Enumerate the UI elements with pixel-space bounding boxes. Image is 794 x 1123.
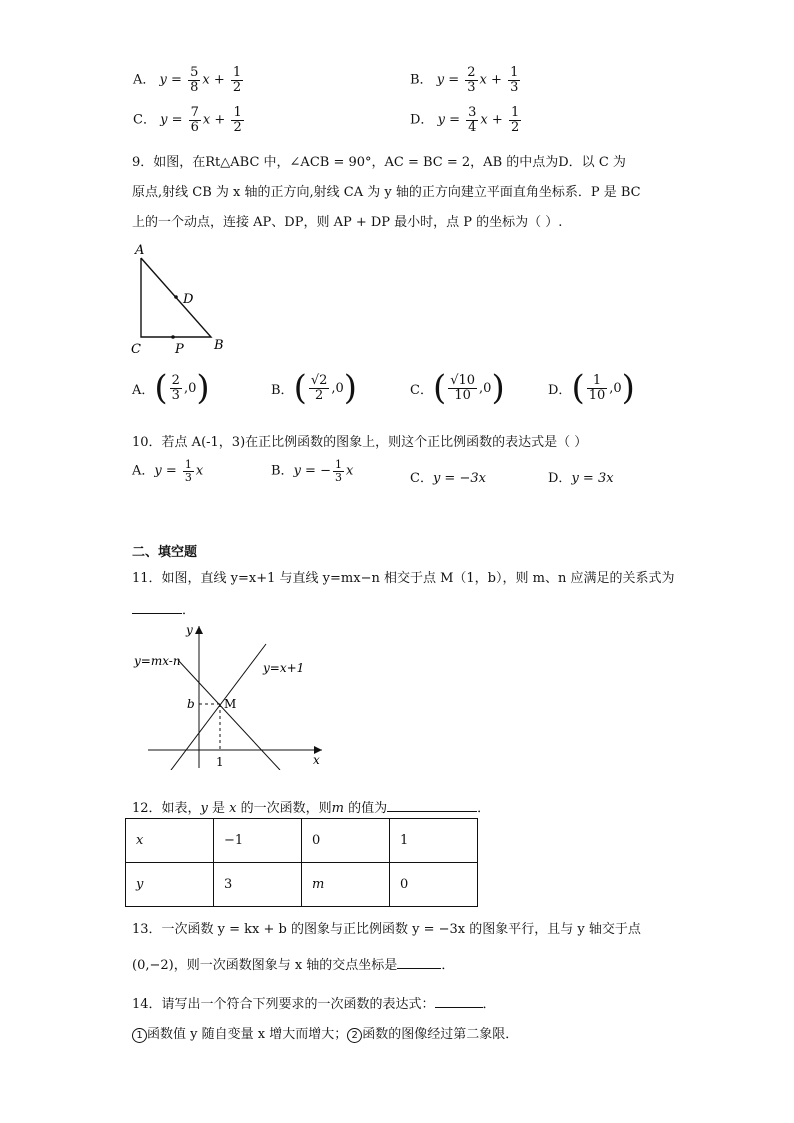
q8-option-c [133,106,246,134]
option-label: D． [548,382,572,398]
table-cell: m [302,863,390,907]
answer-blank[interactable] [435,1007,483,1008]
fraction: $\frac{7}{6}$ [190,105,199,135]
label-m: M [224,697,237,711]
circled-one-icon: 1 [132,1028,147,1043]
q12-stem: 12．如表，y 是 x 的一次函数，则m 的值为 ． [132,801,491,816]
q10-option-b: B．y = − $\frac{1}{3}$ x [271,458,354,484]
q10-option-d: D．y = 3x [548,471,614,486]
label-c: C [131,342,141,357]
y-axis-label: y [186,623,193,637]
option-var: x [479,72,487,88]
q9-stem-line1: 9．如图，在Rt△ABC 中，∠ACB = 90°，AC = BC = 2，AB 的中点为D．以 C 为 [132,155,626,170]
option-plus: + [214,112,226,128]
section-title: 二、填空题 [132,545,198,560]
fraction: $\frac{1}{3}$ [334,458,342,484]
table-cell: x [126,819,214,863]
option-var: y [436,72,445,88]
q11-stem-line2: ． [132,599,195,618]
table-cell: 1 [390,819,478,863]
q11-stem-line1: 11．如图，直线 y=x+1 与直线 y=mx−n 相交于点 M（1，b），则 m、n 应满足的关系式为 [132,571,675,586]
label-a: A [135,243,145,258]
q8-option-a [133,66,245,94]
q9-stem-line3: 上的一个动点，连接 AP、DP，则 AP + DP 最小时，点 P 的坐标为（ ）. [132,215,563,230]
q9-option-c: C． ( $\frac{√10}{10}$ ,0 ) [410,368,505,408]
table-row [126,819,478,863]
q8-option-b [410,66,522,94]
table-cell: y [126,863,214,907]
q11-graph [130,620,330,770]
answer-blank[interactable] [132,613,182,614]
fraction: $\frac{1}{3}$ [510,65,519,95]
option-plus: + [213,72,225,88]
line-y-mx-minus-n [178,660,280,770]
label-one: 1 [216,755,224,769]
q13-stem-line2: (0,−2)，则一次函数图象与 x 轴的交点坐标是 ． [132,958,455,973]
option-var: y [159,72,167,88]
line-label-mx-n: y=mx-n [134,654,181,668]
fraction: $\frac{√10}{10}$ [450,372,476,403]
fraction: $\frac{1}{10}$ [588,372,606,403]
option-label: C． [133,112,156,128]
option-eq: = [449,112,460,128]
answer-blank[interactable] [387,811,477,812]
option-eq: = [171,72,182,88]
q9-option-d: D． ( $\frac{1}{10}$ ,0 ) [548,368,635,408]
option-label: D． [410,112,434,128]
q8-option-d [410,106,523,134]
q12-table [125,818,478,907]
option-label: A． [133,72,156,88]
option-eq: = [448,72,460,88]
option-eq: = [171,112,183,128]
point-p [171,335,175,339]
q10-option-a: A．y = $\frac{1}{3}$ x [132,458,204,484]
label-d: D [183,292,194,307]
option-label: A． [132,382,155,398]
table-cell: 3 [214,863,302,907]
q9-stem-line2: 原点,射线 CB 为 x 轴的正方向,射线 CA 为 y 轴的正方向建立平面直角坐标系．P 是 BC [132,185,641,200]
option-var: x [202,72,210,88]
option-var: x [202,112,211,128]
fraction: $\frac{2}{3}$ [171,372,180,403]
fraction: $\frac{3}{4}$ [468,105,477,135]
label-p: P [175,342,184,357]
point-d [174,295,178,299]
table-cell: 0 [390,863,478,907]
table-cell: 0 [302,819,390,863]
fraction: $\frac{√2}{2}$ [310,372,328,403]
fraction: $\frac{2}{3}$ [467,65,476,95]
x-axis-label: x [313,753,320,767]
option-plus: + [491,72,502,88]
circled-two-icon: 2 [347,1028,362,1043]
option-label: A． [132,463,155,479]
option-label: B． [271,382,294,398]
option-label: C． [410,471,433,486]
fraction: $\frac{5}{8}$ [190,65,199,95]
table-row [126,863,478,907]
option-label: B． [410,72,433,88]
option-var: y [160,112,168,128]
line-label-x-plus-1: y=x+1 [263,661,305,675]
label-b: B [214,338,224,353]
answer-blank[interactable] [397,968,441,969]
option-var: x [480,112,488,128]
fraction: $\frac{1}{2}$ [510,105,520,135]
q10-option-c: C．y = −3x [410,471,486,486]
q9-option-b: B． ( $\frac{√2}{2}$ ,0 ) [271,368,358,408]
q10-stem: 10．若点 A(-1，3)在正比例函数的图象上，则这个正比例函数的表达式是（ ） [132,435,588,450]
label-b: b [187,697,195,711]
q13-stem-line1: 13．一次函数 y = kx + b 的图象与正比例函数 y = −3x 的图象平行，且与 y 轴交于点 [132,922,641,937]
option-label: D． [548,471,572,486]
table-cell: −1 [214,819,302,863]
q9-option-a: A． ( $\frac{2}{3}$ ,0 ) [132,368,210,408]
q14-stem: 14．请写出一个符合下列要求的一次函数的表达式： ． [132,997,496,1012]
option-label: B． [271,463,294,479]
y-axis-arrow-icon [195,626,203,634]
option-plus: + [491,112,503,128]
q9-triangle-figure [125,240,235,360]
option-label: C． [410,382,433,398]
q14-conditions: 1 函数值 y 随自变量 x 增大而增大； 2 函数的图像经过第二象限． [132,1023,518,1043]
fraction: $\frac{1}{3}$ [184,458,192,484]
option-var: y [437,112,445,128]
fraction: $\frac{1}{2}$ [233,105,242,135]
fraction: $\frac{1}{2}$ [232,65,242,95]
